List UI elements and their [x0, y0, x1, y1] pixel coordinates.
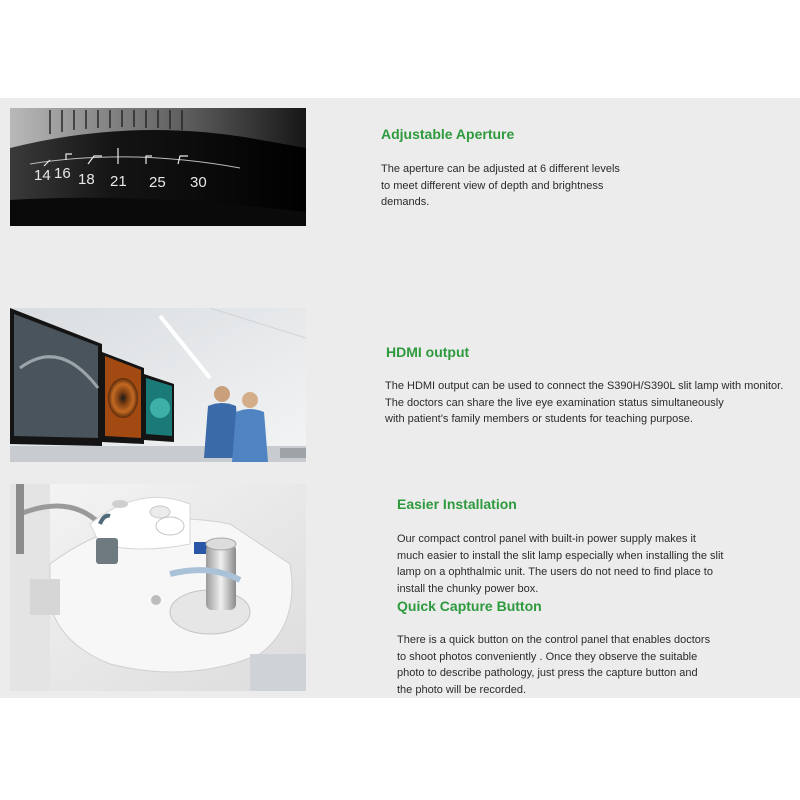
section-title: Easier Installation [397, 496, 517, 512]
description-line: The aperture can be adjusted at 6 different levels [381, 163, 620, 175]
section-description [397, 632, 710, 698]
description-line: lamp on a ophthalmic unit. The users do not need to find place to [397, 566, 713, 578]
description-line: with patient’s family members or students for teaching purpose. [385, 413, 693, 425]
scale-number: 25 [149, 174, 166, 191]
control-panel-photo [10, 484, 306, 691]
description-line: photo to describe pathology, just press the capture button and [397, 667, 698, 679]
description-line: The doctors can share the live eye examination status simultaneously [385, 396, 724, 409]
hdmi-monitors-photo [10, 308, 306, 462]
scale-number: 21 [110, 173, 127, 190]
section-title: Adjustable Aperture [381, 126, 515, 142]
scale-number: 16 [54, 165, 71, 182]
description-line: much easier to install the slit lamp especially when installing the slit [397, 549, 724, 562]
description-line: Our compact control panel with built-in power supply makes it [397, 533, 696, 545]
description-line: to meet different view of depth and brightness [381, 179, 604, 192]
description-line: to shoot photos conveniently . Once they observe the suitable [397, 650, 698, 663]
description-line: demands. [381, 196, 430, 208]
scale-number: 14 [34, 167, 51, 184]
section-description [381, 161, 620, 211]
aperture-dial-photo [10, 108, 306, 226]
description-line: install the chunky power box. [397, 582, 539, 595]
section-title: Quick Capture Button [397, 598, 542, 614]
section-title: HDMI output [386, 344, 470, 360]
scale-number: 18 [78, 171, 95, 188]
description-line: The HDMI output can be used to connect the S390H/S390L slit lamp with monitor. [385, 380, 784, 392]
scale-number: 30 [190, 174, 207, 191]
description-line: the photo will be recorded. [397, 683, 527, 696]
section-description [385, 378, 783, 428]
description-line: There is a quick button on the control panel that enables doctors [397, 634, 711, 646]
section-description [397, 531, 724, 597]
